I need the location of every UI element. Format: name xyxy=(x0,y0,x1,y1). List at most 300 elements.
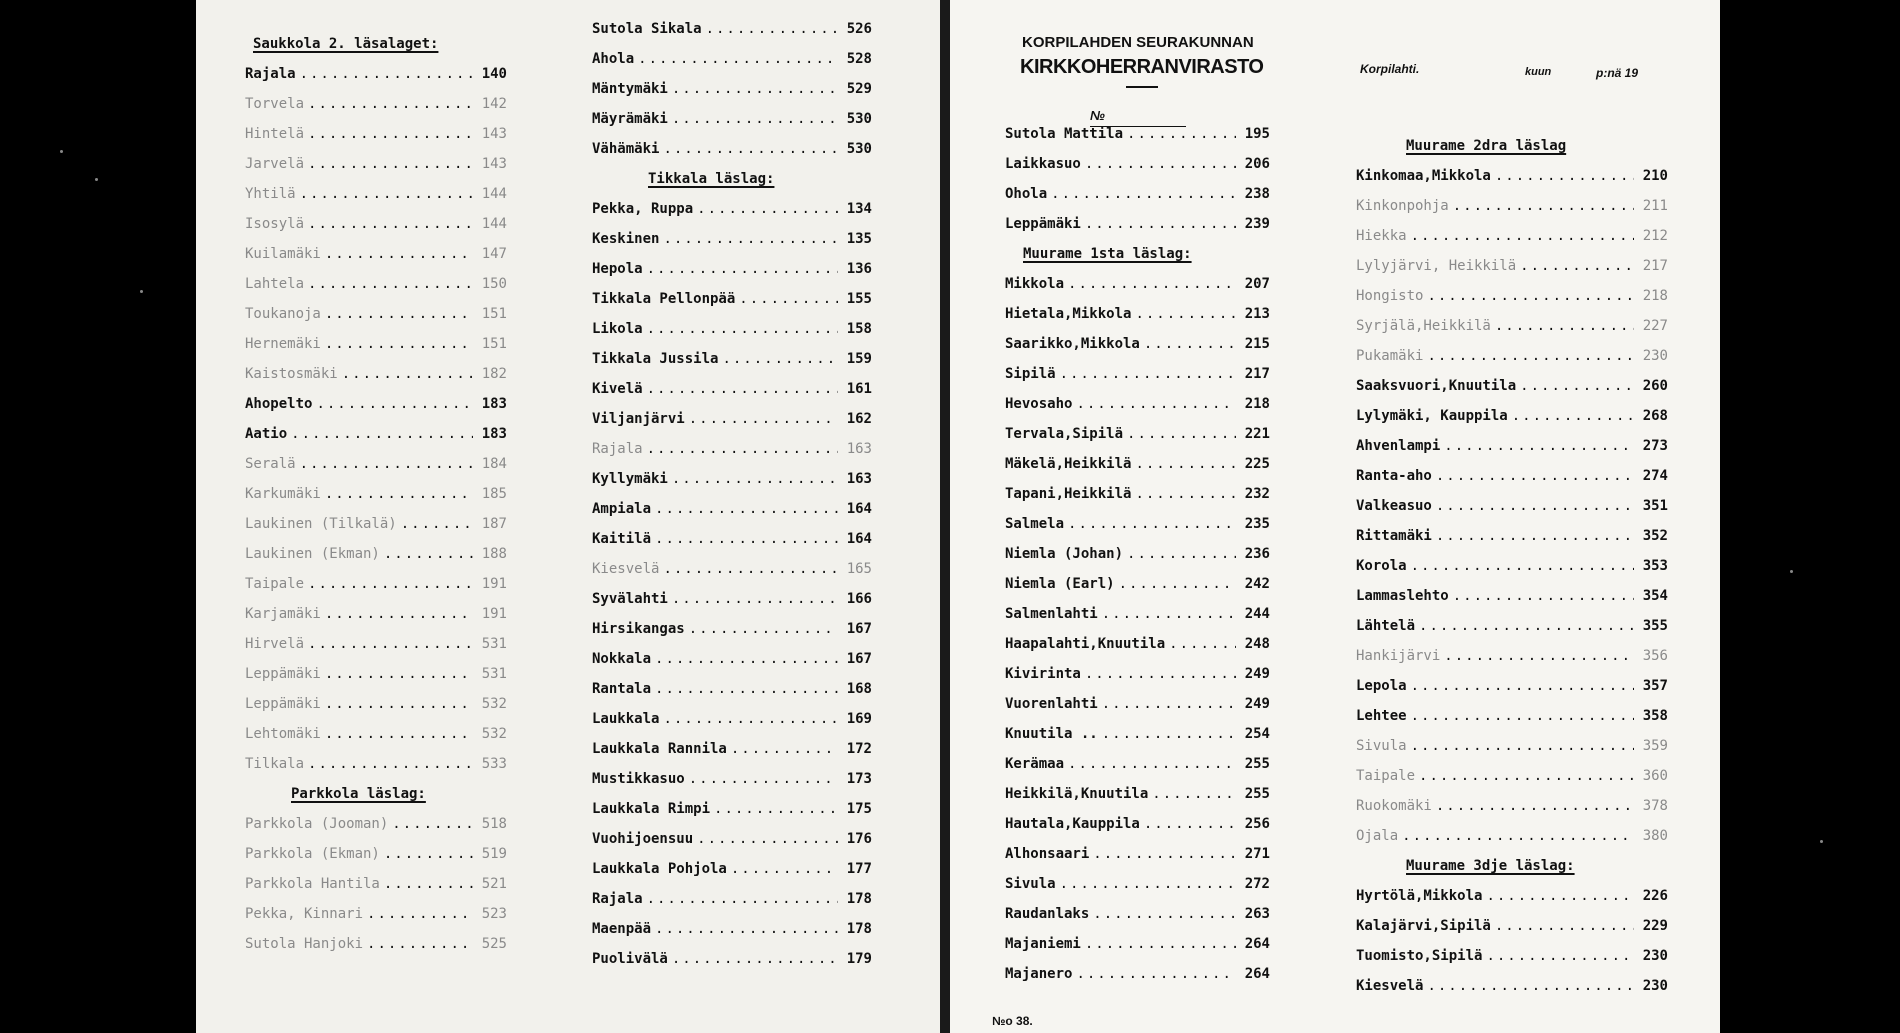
dot-leader xyxy=(1411,738,1634,754)
dot-leader xyxy=(308,276,473,292)
dot-leader xyxy=(655,681,838,697)
dot-leader xyxy=(1135,306,1236,322)
dot-leader xyxy=(638,51,838,67)
section-heading: Saukkola 2. läsalaget: xyxy=(253,36,439,52)
list-item xyxy=(1356,948,1668,978)
list-item xyxy=(592,21,872,51)
list-item xyxy=(592,561,872,591)
entry-name: Taipale xyxy=(1356,768,1416,784)
entry-list xyxy=(1356,168,1668,858)
entry-number: 227 xyxy=(1642,318,1668,334)
list-item xyxy=(245,576,507,606)
entry-name: Syrjälä,Heikkilä xyxy=(1356,318,1491,334)
dot-leader xyxy=(392,816,473,832)
list-item xyxy=(1005,906,1270,936)
entry-number: 272 xyxy=(1244,876,1270,892)
entry-name: Likola xyxy=(592,321,643,337)
section-heading: Muurame 2dra läslag xyxy=(1406,138,1567,154)
entry-number: 164 xyxy=(846,501,872,517)
list-item xyxy=(1356,618,1668,648)
entry-number: 159 xyxy=(846,351,872,367)
dot-leader xyxy=(1102,696,1236,712)
dot-leader xyxy=(1102,726,1236,742)
entry-name: Nokkala xyxy=(592,651,652,667)
list-item xyxy=(1005,336,1270,366)
entry-number: 235 xyxy=(1244,516,1270,532)
entry-name: Lammaslehto xyxy=(1356,588,1449,604)
entry-name: Torvela xyxy=(245,96,305,112)
entry-number: 144 xyxy=(481,186,507,202)
entry-name: Hernemäki xyxy=(245,336,321,352)
dot-leader xyxy=(300,456,473,472)
dot-leader xyxy=(308,576,473,592)
entry-number: 226 xyxy=(1642,888,1668,904)
dot-leader xyxy=(1495,318,1634,334)
section-heading: Tikkala läslag: xyxy=(648,171,775,187)
dot-leader xyxy=(672,591,838,607)
dot-leader xyxy=(731,861,838,877)
list-item xyxy=(1005,606,1270,636)
entry-name: Hevosaho xyxy=(1005,396,1073,412)
entry-name: Pekka, Ruppa xyxy=(592,201,694,217)
dot-leader xyxy=(1169,636,1236,652)
entry-name: Kalajärvi,Sipilä xyxy=(1356,918,1491,934)
entry-name: Saarikko,Mikkola xyxy=(1005,336,1140,352)
entry-number: 229 xyxy=(1642,918,1668,934)
entry-name: Kinkomaa,Mikkola xyxy=(1356,168,1491,184)
entry-name: Hietala,Mikkola xyxy=(1005,306,1132,322)
entry-name: Kaitilä xyxy=(592,531,652,547)
dot-leader xyxy=(291,426,473,442)
dot-leader xyxy=(1135,486,1236,502)
dot-leader xyxy=(655,651,838,667)
list-item xyxy=(1005,426,1270,456)
list-item xyxy=(245,96,507,126)
entry-number: 167 xyxy=(846,651,872,667)
entry-name: Tapani,Heikkilä xyxy=(1005,486,1132,502)
entry-name: Isosylä xyxy=(245,216,305,232)
dot-leader xyxy=(1144,336,1236,352)
list-item xyxy=(1005,846,1270,876)
entry-number: 531 xyxy=(481,636,507,652)
dot-leader xyxy=(689,621,838,637)
dot-leader xyxy=(1486,948,1634,964)
dot-leader xyxy=(647,321,838,337)
entry-list xyxy=(1356,888,1668,1008)
list-item xyxy=(1356,738,1668,768)
entry-number: 380 xyxy=(1642,828,1668,844)
entry-number: 140 xyxy=(481,66,507,82)
entry-name: Toukanoja xyxy=(245,306,321,322)
list-item xyxy=(245,666,507,696)
list-item xyxy=(1005,636,1270,666)
entry-number: 274 xyxy=(1642,468,1668,484)
dot-leader xyxy=(1076,966,1236,982)
list-item xyxy=(245,876,507,906)
dot-leader xyxy=(316,396,473,412)
entry-name: Vähämäki xyxy=(592,141,660,157)
entry-name: Lylymäki, Kauppila xyxy=(1356,408,1508,424)
list-item xyxy=(245,276,507,306)
dot-leader xyxy=(1411,228,1634,244)
list-item xyxy=(592,651,872,681)
dot-leader xyxy=(714,801,838,817)
entry-number: 147 xyxy=(481,246,507,262)
list-item xyxy=(1005,966,1270,996)
dot-leader xyxy=(663,561,838,577)
dot-leader xyxy=(663,231,838,247)
list-item xyxy=(592,771,872,801)
list-item xyxy=(592,891,872,921)
entry-number: 163 xyxy=(846,471,872,487)
list-item xyxy=(1005,666,1270,696)
dot-leader xyxy=(672,81,838,97)
entry-name: Raudanlaks xyxy=(1005,906,1090,922)
entry-name: Salmela xyxy=(1005,516,1065,532)
list-item xyxy=(1005,456,1270,486)
entry-number: 151 xyxy=(481,336,507,352)
dot-leader xyxy=(1495,168,1634,184)
entry-number: 354 xyxy=(1642,588,1668,604)
section-heading: Muurame 3dje läslag: xyxy=(1406,858,1575,874)
entry-name: Viljanjärvi xyxy=(592,411,685,427)
entry-number: 167 xyxy=(846,621,872,637)
entry-number: 207 xyxy=(1244,276,1270,292)
entry-name: Hepola xyxy=(592,261,643,277)
list-item xyxy=(1005,696,1270,726)
entry-number: 218 xyxy=(1244,396,1270,412)
dot-leader xyxy=(1495,918,1634,934)
entry-name: Niemla (Johan) xyxy=(1005,546,1124,562)
entry-number: 523 xyxy=(481,906,507,922)
list-item xyxy=(1005,876,1270,906)
list-item xyxy=(592,51,872,81)
dot-leader xyxy=(1411,708,1634,724)
entry-name: Mäyrämäki xyxy=(592,111,668,127)
office-name-line1: KORPILAHDEN SEURAKUNNAN xyxy=(1022,34,1254,51)
entry-name: Tilkala xyxy=(245,756,305,772)
entry-number: 355 xyxy=(1642,618,1668,634)
list-item xyxy=(245,306,507,336)
dot-leader xyxy=(1127,546,1236,562)
scan-speck xyxy=(60,150,63,153)
entry-name: Lehtee xyxy=(1356,708,1407,724)
entry-name: Rantala xyxy=(592,681,652,697)
entry-number: 356 xyxy=(1642,648,1668,664)
entry-name: Kuilamäki xyxy=(245,246,321,262)
dot-leader xyxy=(1127,126,1236,142)
dot-leader xyxy=(367,906,473,922)
list-item xyxy=(1356,348,1668,378)
entry-number: 357 xyxy=(1642,678,1668,694)
entry-name: Aatio xyxy=(245,426,288,442)
entry-number: 151 xyxy=(481,306,507,322)
dot-leader xyxy=(1135,456,1236,472)
list-item xyxy=(1005,366,1270,396)
dot-leader xyxy=(300,66,473,82)
dot-leader xyxy=(325,696,473,712)
entry-number: 260 xyxy=(1642,378,1668,394)
list-item xyxy=(245,126,507,156)
month-label: kuun xyxy=(1525,66,1552,78)
dot-leader xyxy=(1453,198,1634,214)
list-item xyxy=(1356,558,1668,588)
entry-number: 206 xyxy=(1244,156,1270,172)
list-item xyxy=(1005,816,1270,846)
entry-list xyxy=(592,21,872,171)
entry-number: 165 xyxy=(846,561,872,577)
list-item xyxy=(592,381,872,411)
header-rule xyxy=(1126,86,1158,88)
list-item xyxy=(592,471,872,501)
entry-name: Lahtela xyxy=(245,276,305,292)
dot-leader xyxy=(1085,156,1236,172)
entry-name: Sutola Mattila xyxy=(1005,126,1124,142)
dot-leader xyxy=(1093,846,1236,862)
entry-name: Vuorenlahti xyxy=(1005,696,1098,712)
entry-number: 248 xyxy=(1244,636,1270,652)
list-item xyxy=(1356,408,1668,438)
entry-number: 168 xyxy=(846,681,872,697)
entry-name: Laukkala Rannila xyxy=(592,741,727,757)
entry-number: 518 xyxy=(481,816,507,832)
office-name-line2: KIRKKOHERRANVIRASTO xyxy=(1020,56,1264,78)
list-item xyxy=(1356,468,1668,498)
entry-number: 264 xyxy=(1244,966,1270,982)
list-item xyxy=(245,546,507,576)
entry-name: Heikkilä,Knuutila xyxy=(1005,786,1149,802)
entry-name: Laukkala Pohjola xyxy=(592,861,727,877)
dot-leader xyxy=(325,666,473,682)
dot-leader xyxy=(1411,678,1634,694)
entry-name: Laukkala xyxy=(592,711,660,727)
entry-number: 188 xyxy=(481,546,507,562)
list-item xyxy=(592,531,872,561)
scan-speck xyxy=(95,178,98,181)
dot-leader xyxy=(308,156,473,172)
entry-number: 519 xyxy=(481,846,507,862)
list-item xyxy=(1356,258,1668,288)
list-item xyxy=(245,336,507,366)
entry-number: 179 xyxy=(846,951,872,967)
entry-number: 173 xyxy=(846,771,872,787)
entry-name: Rittamäki xyxy=(1356,528,1432,544)
dot-leader xyxy=(672,111,838,127)
entry-name: Lylyjärvi, Heikkilä xyxy=(1356,258,1517,274)
list-item xyxy=(245,606,507,636)
entry-name: Mäntymäki xyxy=(592,81,668,97)
scan-speck xyxy=(1790,570,1793,573)
list-item xyxy=(245,756,507,786)
entry-list xyxy=(245,66,507,786)
entry-number: 175 xyxy=(846,801,872,817)
entry-name: Laukinen (Tilkalä) xyxy=(245,516,397,532)
dot-leader xyxy=(1102,606,1236,622)
entry-list xyxy=(1005,276,1270,996)
entry-name: Kinkonpohja xyxy=(1356,198,1449,214)
list-item xyxy=(1356,828,1668,858)
entry-number: 236 xyxy=(1244,546,1270,562)
section-heading: Parkkola läslag: xyxy=(291,786,426,802)
dot-leader xyxy=(1436,468,1634,484)
entry-number: 530 xyxy=(846,111,872,127)
left-page-column-2 xyxy=(592,21,872,981)
list-item xyxy=(592,861,872,891)
entry-number: 184 xyxy=(481,456,507,472)
entry-name: Ranta-aho xyxy=(1356,468,1432,484)
entry-list xyxy=(592,201,872,981)
entry-name: Maenpää xyxy=(592,921,652,937)
entry-name: Leppämäki xyxy=(1005,216,1081,232)
entry-name: Puolivälä xyxy=(592,951,668,967)
dot-leader xyxy=(1085,666,1236,682)
list-item xyxy=(592,201,872,231)
list-item xyxy=(1356,978,1668,1008)
entry-number: 211 xyxy=(1642,198,1668,214)
entry-number: 172 xyxy=(846,741,872,757)
entry-number: 273 xyxy=(1642,438,1668,454)
entry-name: Ampiala xyxy=(592,501,652,517)
entry-number: 218 xyxy=(1642,288,1668,304)
number-label: № xyxy=(1090,108,1105,123)
list-item xyxy=(592,231,872,261)
list-item xyxy=(1356,528,1668,558)
entry-name: Kivirinta xyxy=(1005,666,1081,682)
list-item xyxy=(245,516,507,546)
entry-number: 150 xyxy=(481,276,507,292)
dot-leader xyxy=(384,876,473,892)
entry-name: Sivula xyxy=(1005,876,1056,892)
entry-name: Saaksvuori,Knuutila xyxy=(1356,378,1517,394)
entry-number: 230 xyxy=(1642,948,1668,964)
entry-name: Niemla (Earl) xyxy=(1005,576,1115,592)
entry-number: 134 xyxy=(846,201,872,217)
entry-name: Ahola xyxy=(592,51,635,67)
entry-name: Sivula xyxy=(1356,738,1407,754)
list-item xyxy=(1005,726,1270,756)
list-item xyxy=(592,801,872,831)
entry-name: Jarvelä xyxy=(245,156,305,172)
entry-number: 185 xyxy=(481,486,507,502)
dot-leader xyxy=(300,186,473,202)
list-item xyxy=(245,246,507,276)
dot-leader xyxy=(1436,798,1634,814)
dot-leader xyxy=(1419,618,1634,634)
entry-number: 526 xyxy=(846,21,872,37)
dot-leader xyxy=(308,756,473,772)
entry-name: Rajala xyxy=(245,66,296,82)
list-item xyxy=(1356,228,1668,258)
dot-leader xyxy=(655,531,838,547)
dot-leader xyxy=(367,936,473,952)
list-item xyxy=(592,291,872,321)
entry-name: Tervala,Sipilä xyxy=(1005,426,1124,442)
entry-number: 268 xyxy=(1642,408,1668,424)
dot-leader xyxy=(325,246,473,262)
list-item xyxy=(1356,888,1668,918)
entry-name: Ahvenlampi xyxy=(1356,438,1441,454)
scan-speck xyxy=(1820,840,1823,843)
entry-name: Hyrtölä,Mikkola xyxy=(1356,888,1483,904)
list-item xyxy=(1356,168,1668,198)
dot-leader xyxy=(697,831,838,847)
entry-name: Hautala,Kauppila xyxy=(1005,816,1140,832)
dot-leader xyxy=(663,141,838,157)
dot-leader xyxy=(1085,216,1236,232)
dot-leader xyxy=(325,306,473,322)
dot-leader xyxy=(1436,528,1634,544)
entry-number: 166 xyxy=(846,591,872,607)
entry-number: 359 xyxy=(1642,738,1668,754)
entry-name: Parkkola (Ekman) xyxy=(245,846,380,862)
dot-leader xyxy=(647,381,838,397)
list-item xyxy=(592,351,872,381)
entry-name: Tikkala Jussila xyxy=(592,351,719,367)
dot-leader xyxy=(689,411,838,427)
list-item xyxy=(1356,648,1668,678)
dot-leader xyxy=(342,366,473,382)
entry-name: Rajala xyxy=(592,891,643,907)
dot-leader xyxy=(706,21,838,37)
entry-number: 210 xyxy=(1642,168,1668,184)
entry-name: Kyllymäki xyxy=(592,471,668,487)
entry-number: 256 xyxy=(1244,816,1270,832)
dot-leader xyxy=(1419,768,1634,784)
entry-number: 217 xyxy=(1244,366,1270,382)
entry-name: Pekka, Kinnari xyxy=(245,906,364,922)
entry-name: Alhonsaari xyxy=(1005,846,1090,862)
list-item xyxy=(1005,486,1270,516)
entry-name: Leppämäki xyxy=(245,696,321,712)
dot-leader xyxy=(663,711,838,727)
entry-name: Laukkala Rimpi xyxy=(592,801,711,817)
entry-number: 230 xyxy=(1642,978,1668,994)
entry-name: Karjamäki xyxy=(245,606,321,622)
entry-number: 191 xyxy=(481,576,507,592)
dot-leader xyxy=(672,951,838,967)
dot-leader xyxy=(1127,426,1236,442)
list-item xyxy=(1005,936,1270,966)
entry-number: 232 xyxy=(1244,486,1270,502)
dot-leader xyxy=(1520,378,1634,394)
entry-name: Sipilä xyxy=(1005,366,1056,382)
entry-number: 238 xyxy=(1244,186,1270,202)
list-item xyxy=(1356,588,1668,618)
entry-name: Kiesvelä xyxy=(1356,978,1424,994)
right-page-column-1 xyxy=(1005,126,1270,996)
dot-leader xyxy=(722,351,838,367)
dot-leader xyxy=(1444,648,1634,664)
entry-name: Ohola xyxy=(1005,186,1048,202)
entry-number: 531 xyxy=(481,666,507,682)
entry-list xyxy=(245,816,507,966)
list-item xyxy=(245,636,507,666)
dot-leader xyxy=(325,486,473,502)
entry-number: 353 xyxy=(1642,558,1668,574)
dot-leader xyxy=(1427,288,1634,304)
entry-number: 163 xyxy=(846,441,872,457)
list-item xyxy=(245,396,507,426)
list-item xyxy=(245,156,507,186)
scan-speck xyxy=(140,290,143,293)
entry-number: 143 xyxy=(481,126,507,142)
entry-number: 532 xyxy=(481,696,507,712)
dot-leader xyxy=(1520,258,1634,274)
entry-number: 143 xyxy=(481,156,507,172)
entry-name: Karkumäki xyxy=(245,486,321,502)
list-item xyxy=(245,906,507,936)
entry-name: Sutola Sikala xyxy=(592,21,702,37)
